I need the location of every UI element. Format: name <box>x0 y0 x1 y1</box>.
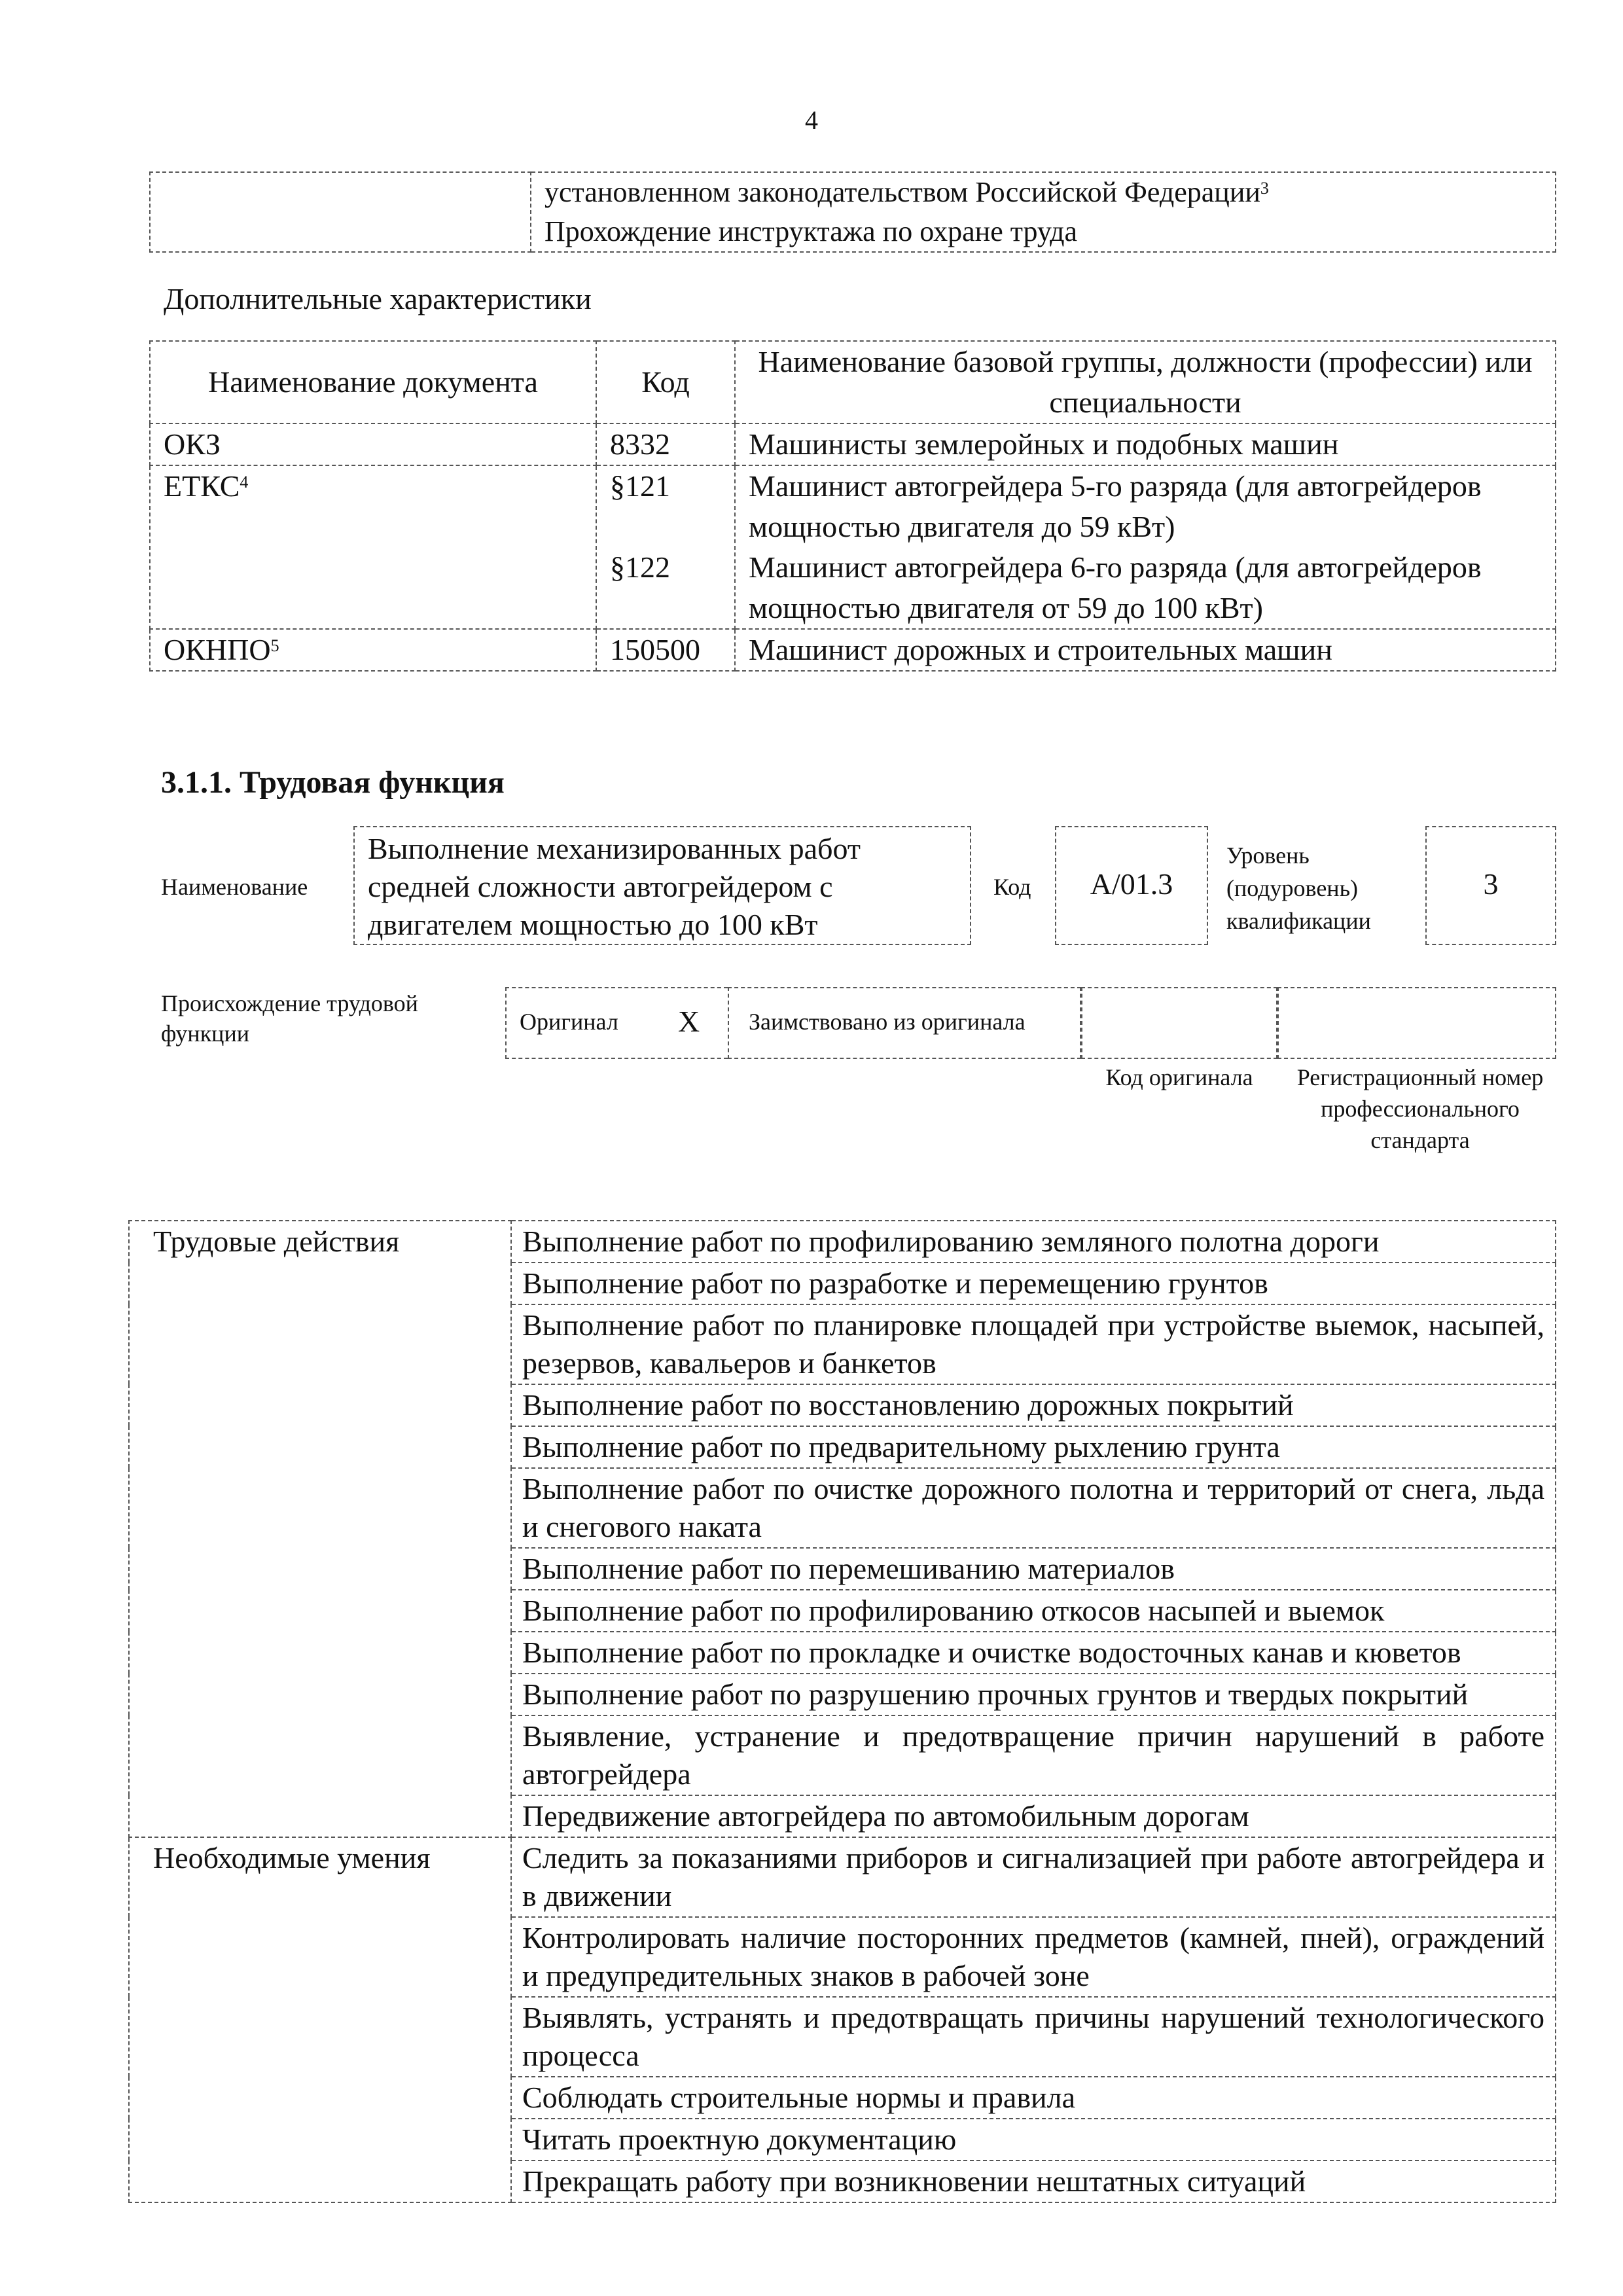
labor-actions-item: Выполнение работ по восстановлению дорожных покрытий <box>511 1384 1556 1426</box>
empty-cell <box>150 172 531 252</box>
name-label: Наименование <box>161 874 308 900</box>
name-cell: Машинист автогрейдера 5-го разряда (для автогрейдеров мощностью двигателя до 59 кВт) Машинист автогрейдера 6-го разряда (для автогрейдеров мощностью двигателя от 59 до 100 кВт) <box>735 465 1556 629</box>
borrowed-label: Заимствовано из оригинала <box>749 1009 1026 1035</box>
additional-characteristics-title: Дополнительные характеристики <box>164 282 592 315</box>
skills-item: Контролировать наличие посторонних предметов (камней, пней), ограждений и предупредительных знаков в рабочей зоне <box>511 1917 1556 1997</box>
additional-characteristics-table <box>149 340 1556 672</box>
table-row <box>129 1837 1556 1917</box>
table-header-row <box>150 341 1556 423</box>
labor-actions-item: Выполнение работ по планировке площадей при устройстве выемок, насыпей, резервов, кавальеров и банкетов <box>511 1304 1556 1384</box>
requirement-line-1: установленном законодательством Российской Федерации$^3$ <box>544 176 1269 208</box>
skills-item: Выявлять, устранять и предотвращать причины нарушений технологического процесса <box>511 1997 1556 2077</box>
doc-cell: ОКНПО$^5$ <box>150 629 596 671</box>
labor-function-table <box>128 1220 1556 2203</box>
labor-actions-item: Выполнение работ по предварительному рыхлению грунта <box>511 1426 1556 1468</box>
code-cell: 8332 <box>596 423 735 465</box>
origin-borrowed-cell <box>728 987 1081 1059</box>
table-row <box>150 423 1556 465</box>
labor-actions-item: Выявление, устранение и предотвращение причин нарушений в работе автогрейдера <box>511 1715 1556 1795</box>
header-group-name: Наименование базовой группы, должности (профессии) или специальности <box>735 341 1556 423</box>
skills-item: Читать проектную документацию <box>511 2119 1556 2161</box>
code-cell: §121 §122 <box>596 465 735 629</box>
labor-actions-item: Выполнение работ по разработке и перемещению грунтов <box>511 1263 1556 1304</box>
footnote-ref: 3 <box>1260 179 1269 198</box>
table-row <box>150 465 1556 629</box>
header-document: Наименование документа <box>150 341 596 423</box>
function-name-box: Выполнение механизированных работ средней сложности автогрейдером с двигателем мощностью до 100 кВт <box>353 826 971 945</box>
labor-actions-item: Передвижение автогрейдера по автомобильным дорогам <box>511 1795 1556 1837</box>
code-original-caption: Код оригинала <box>1105 1064 1253 1090</box>
labor-actions-item: Выполнение работ по очистке дорожного полотна и территорий от снега, льда и снегового наката <box>511 1468 1556 1548</box>
page-number: 4 <box>805 105 818 135</box>
level-label: Уровень (подуровень) квалификации <box>1226 842 1371 934</box>
skills-label: Необходимые умения <box>129 1837 511 2202</box>
name-cell: Машинисты землеройных и подобных машин <box>735 423 1556 465</box>
origin-regnum-cell <box>1277 987 1556 1059</box>
function-code-box: А/01.3 <box>1055 826 1208 945</box>
table-row <box>150 629 1556 671</box>
origin-label: Происхождение трудовой функции <box>161 990 418 1047</box>
original-label: Оригинал <box>520 1009 618 1035</box>
code-label: Код <box>993 874 1031 900</box>
origin-original-cell <box>505 987 728 1059</box>
labor-actions-item: Выполнение работ по профилированию земляного полотна дороги <box>511 1221 1556 1263</box>
doc-cell: ОКЗ <box>150 423 596 465</box>
skills-item: Следить за показаниями приборов и сигнализацией при работе автогрейдера и в движении <box>511 1837 1556 1917</box>
original-mark: X <box>678 1005 700 1038</box>
labor-actions-item: Выполнение работ по разрушению прочных грунтов и твердых покрытий <box>511 1674 1556 1715</box>
origin-code-cell <box>1081 987 1277 1059</box>
section-title: 3.1.1. Трудовая функция <box>161 765 505 800</box>
reg-number-caption: Регистрационный номер профессионального стандарта <box>1296 1064 1544 1153</box>
level-value-box: 3 <box>1425 826 1556 945</box>
code-cell: 150500 <box>596 629 735 671</box>
labor-actions-item: Выполнение работ по перемешиванию материалов <box>511 1548 1556 1590</box>
skills-item: Соблюдать строительные нормы и правила <box>511 2077 1556 2119</box>
table-row <box>129 1221 1556 1263</box>
labor-actions-item: Выполнение работ по прокладке и очистке водосточных канав и кюветов <box>511 1632 1556 1674</box>
requirements-cell <box>531 172 1556 252</box>
header-code: Код <box>596 341 735 423</box>
labor-actions-item: Выполнение работ по профилированию откосов насыпей и выемок <box>511 1590 1556 1632</box>
labor-actions-label: Трудовые действия <box>129 1221 511 1837</box>
skills-item: Прекращать работу при возникновении нештатных ситуаций <box>511 2161 1556 2202</box>
doc-cell: ЕТКС$^4$ <box>150 465 596 629</box>
name-cell: Машинист дорожных и строительных машин <box>735 629 1556 671</box>
requirements-continuation-table <box>149 171 1556 253</box>
requirement-line-2: Прохождение инструктажа по охране труда <box>544 215 1078 247</box>
